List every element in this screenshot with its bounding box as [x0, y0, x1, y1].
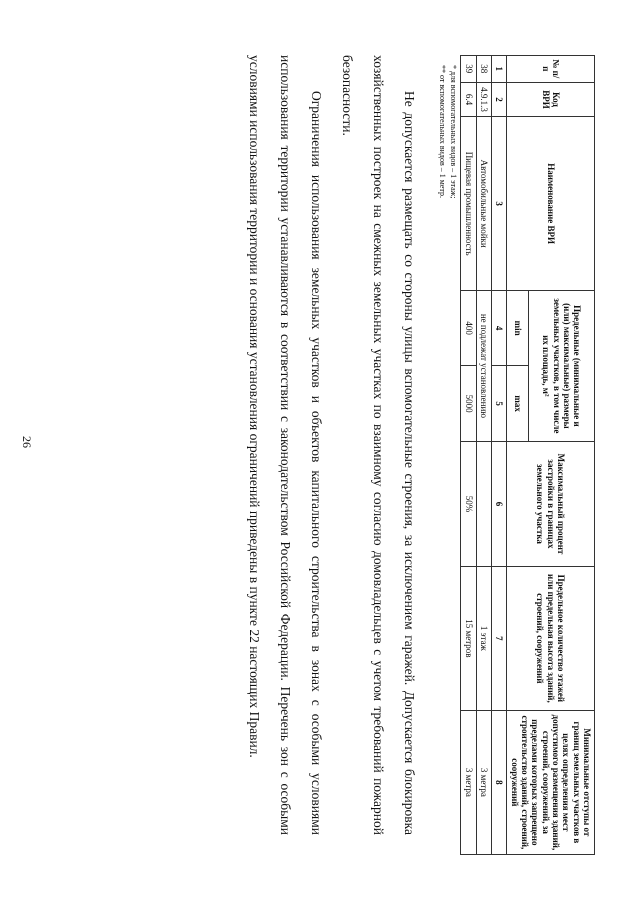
cell-name: Пищевая промышленность	[461, 117, 476, 290]
index-cell: 7	[491, 566, 506, 710]
cell-size: не подлежат установлению	[476, 290, 491, 441]
header-name: Наименование ВРИ	[507, 117, 595, 290]
header-max: max	[507, 366, 529, 442]
index-cell: 6	[491, 441, 506, 566]
index-cell: 4	[491, 290, 506, 366]
index-cell: 3	[491, 117, 506, 290]
index-cell: 5	[491, 366, 506, 442]
header-offsets: Минимальные отступы от границ земельных участков в целях определения мест допустимого размещения зданий, строений, сооружений, за пределами которых запрещено строительство зданий, строений, сооружений	[507, 710, 595, 854]
table-row	[476, 56, 491, 855]
cell-max: 5000	[461, 366, 476, 442]
rotated-content	[35, 55, 595, 895]
zoning-table	[460, 55, 595, 855]
index-cell: 8	[491, 710, 506, 854]
cell-offset: 3 метра	[461, 710, 476, 854]
cell-num: 39	[461, 56, 476, 83]
index-cell: 2	[491, 82, 506, 117]
header-min: min	[507, 290, 529, 366]
header-num: № п/п	[507, 56, 595, 83]
cell-pct	[476, 441, 491, 566]
cell-code: 6.4	[461, 82, 476, 117]
header-size: Предельные (минимальные и (или) максимальные) размеры земельных участков, в том числе их площадь, м²	[529, 290, 595, 441]
cell-code: 4.9.1.3	[476, 82, 491, 117]
paragraph-2: Ограничения использования земельных участков и объектов капитального строительства в зонах с особыми условиями использования территории устанавливаются в соответствии с законодательством Российской Федерации. Перечень зон с особыми условиями использования территории и основания установления ограничений приведены в пункте 22 настоящих Правил.	[246, 55, 324, 835]
note-1: * для вспомогательных видов – 1 этаж;	[449, 65, 459, 199]
cell-offset: 3 метра	[476, 710, 491, 854]
table-row	[461, 56, 476, 855]
note-2: ** от вспомогательных видов – 1 метр.	[438, 65, 448, 198]
index-row	[491, 56, 506, 855]
header-code: Код ВРИ	[507, 82, 595, 117]
index-cell: 1	[491, 56, 506, 83]
header-pct: Максимальный процент застройки в границах земельного участка	[507, 441, 595, 566]
cell-name: Автомобильные мойки	[476, 117, 491, 290]
cell-min: 400	[461, 290, 476, 366]
table-notes	[437, 55, 459, 895]
paragraph-1: Не допускается размещать со стороны улицы вспомогательные строения, за исключением гаражей. Допускается блокировка хозяйственных построек на смежных земельных участках по взаимному согласию домовладельцев с учетом требований пожарной безопасности.	[339, 55, 417, 835]
cell-floors: 1 этаж	[476, 566, 491, 710]
page-number: 26	[20, 436, 34, 448]
cell-pct: 50%	[461, 441, 476, 566]
header-floors: Предельное количество этажей или предельная высота зданий, строений, сооружений	[507, 566, 595, 710]
cell-floors: 15 метров	[461, 566, 476, 710]
cell-num: 38	[476, 56, 491, 83]
